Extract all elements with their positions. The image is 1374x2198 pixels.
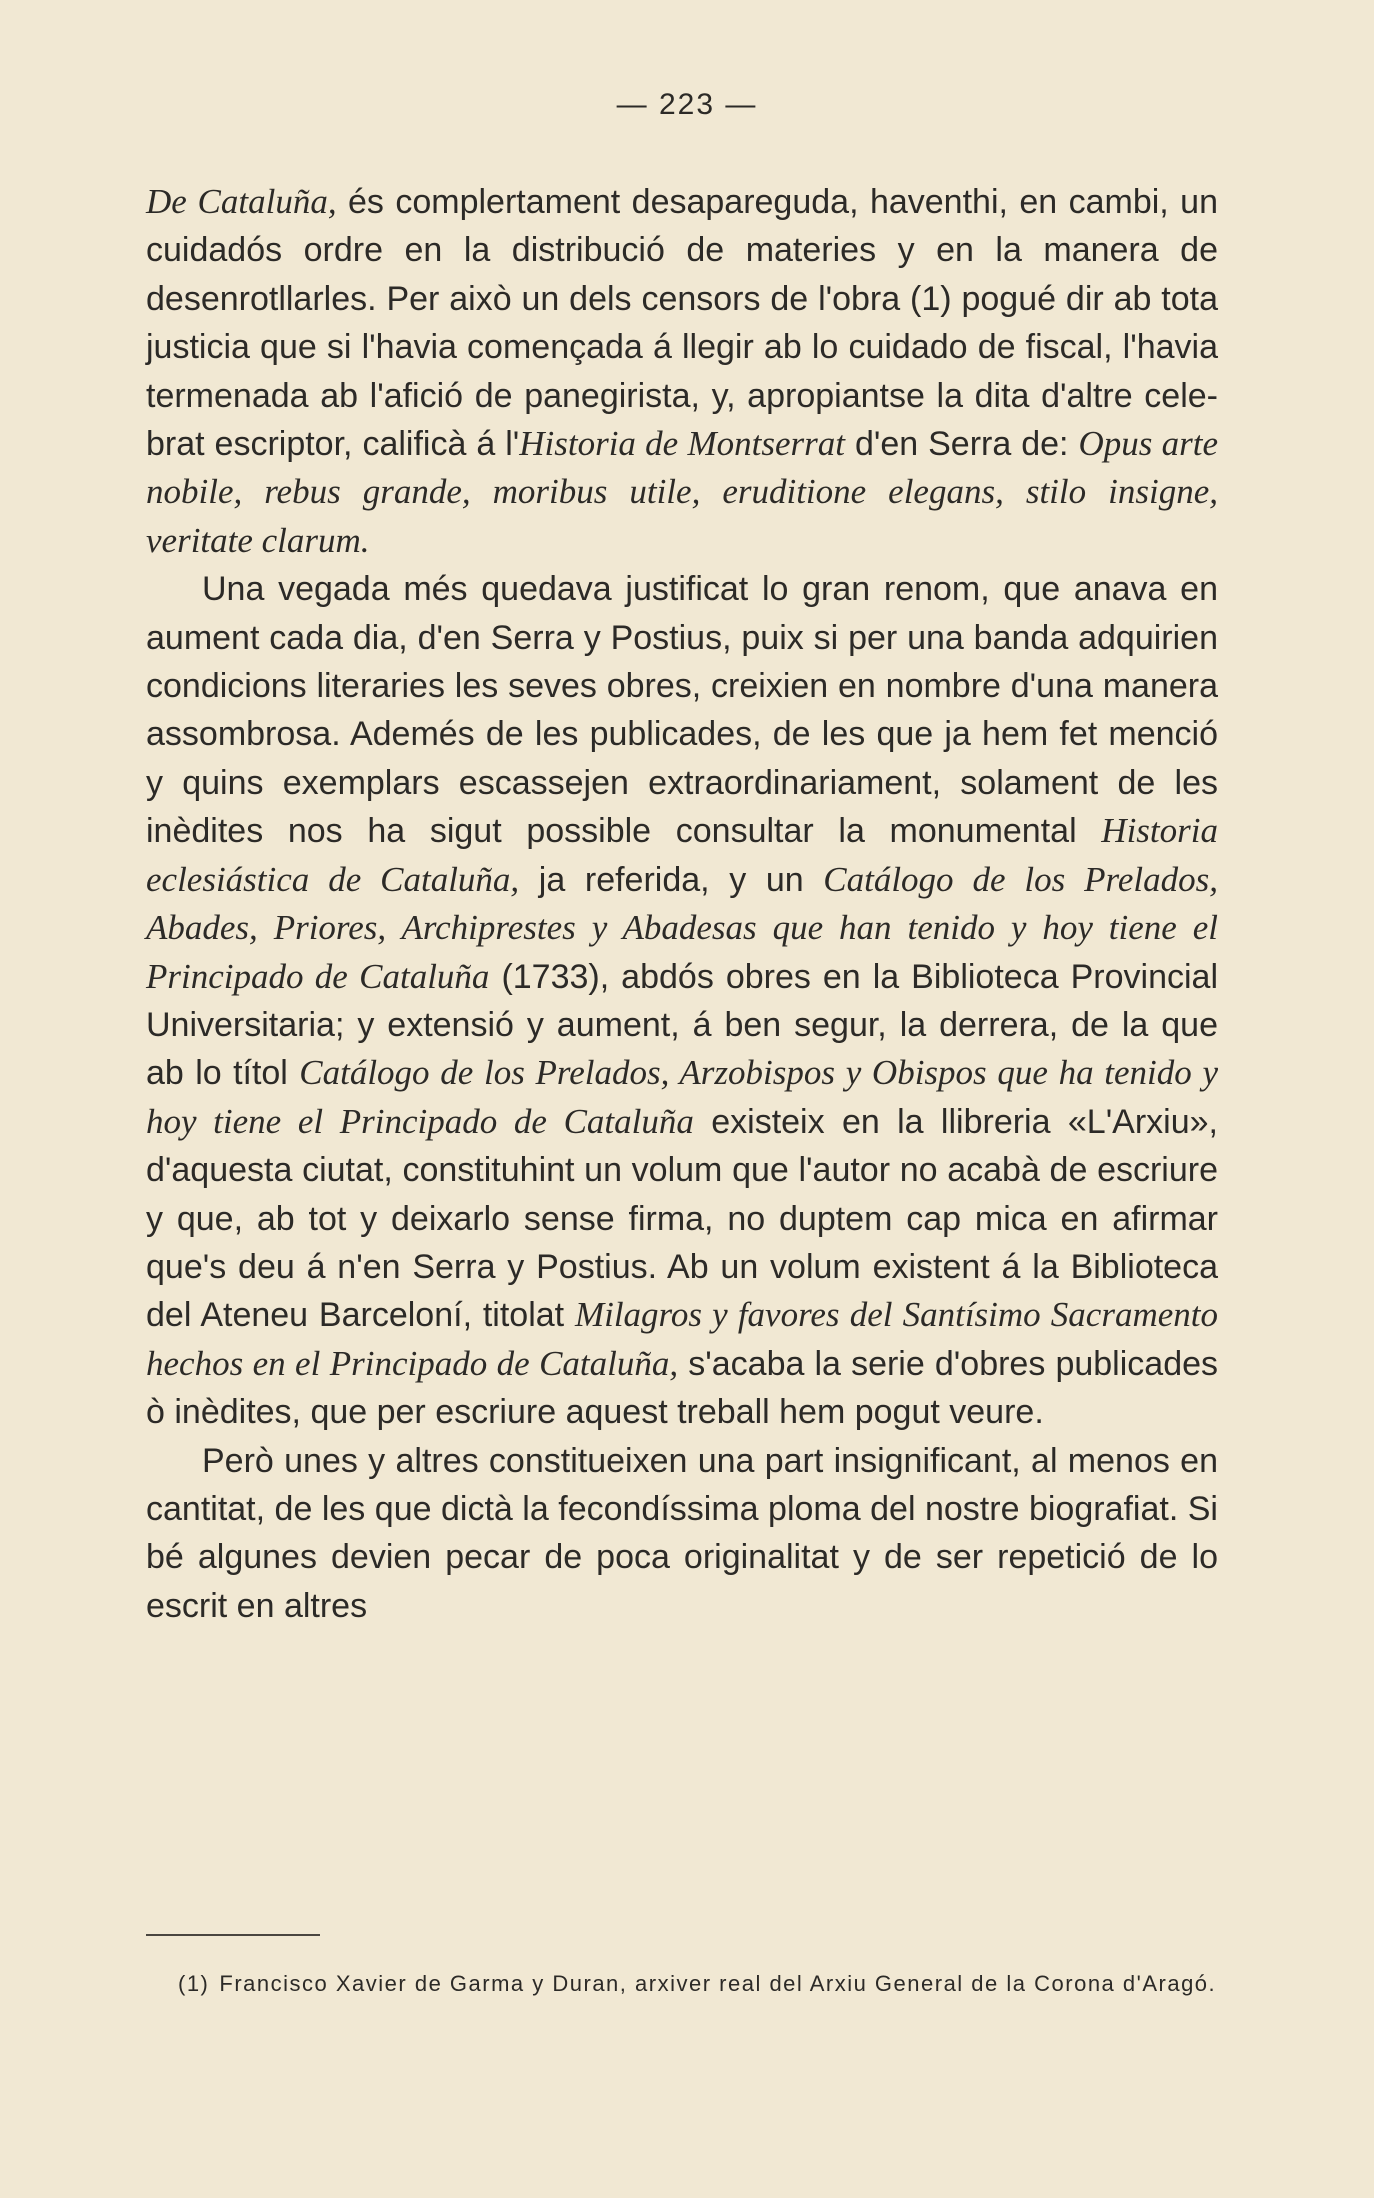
text-span: d'en Serra de: <box>844 425 1079 464</box>
text-span: Opus arte nobile, rebus grande, moribus utile, eruditione elegans, stilo insigne, veritate clarum. <box>146 424 1218 560</box>
text-span: s'acaba la serie d'obres publicades ò inèdites, que per escriure aquest treball hem pogut veure. <box>146 1344 1219 1432</box>
text-span: ja referida, y un <box>519 860 824 899</box>
text-span: és complertament desapareguda, haventhi, en cambi, un cuidadós ordre en la distribució de materies y en la manera de desenrotllarles. Per això un dels censors de l'obra (1) pogué dir ab tota justicia que si l'havia començada á llegir ab lo cuidado de fiscal, l'havia termenada ab l'afició de panegirista, y, apropiantse la dita d'altre celebrat escriptor, calificà á l' <box>146 183 1219 464</box>
text-span: Catálogo de los Prelados, Arzobispos y Obispos que ha tenido y hoy tiene el Principado de Cataluña <box>146 1053 1218 1141</box>
text-span: Historia de Montserrat <box>519 424 845 464</box>
text-span: De Cataluña, <box>146 182 337 221</box>
text-span: existeix en la llibreria «L'Arxiu», d'aquesta ciutat, constituhint un volum que l'autor no acabà de escriure y que, ab tot y deixarlo sense firma, no duptem cap mica en afirmar que's deu á n'en Serra y Postius. Ab un volum existent á la Biblioteca del Ateneu Barceloní, titolat <box>146 1102 1218 1335</box>
text-span: Però unes y altres constitueixen una part insignificant, al menos en cantitat, de les que dictà la fecondíssima ploma del nostre biografiat. Si bé algunes devien pecar de poca originalitat y de ser repetició de lo escrit en altres <box>146 1441 1218 1625</box>
text-span: Historia eclesiástica de Cataluña, <box>146 811 1218 899</box>
body-text <box>146 178 1218 1630</box>
footnote-divider <box>146 1934 320 1936</box>
footnote <box>146 1966 1218 2002</box>
footnote-text: Francisco Xavier de Garma y Duran, arxiver real del Arxiu General de la Corona d'Aragó. <box>219 1971 1217 1996</box>
text-span: Milagros y favores del Santísimo Sacramento hechos en el Principado de Cataluña, <box>146 1295 1218 1383</box>
text-span: Catálogo de los Prelados, Abades, Priores, Archiprestes y Abadesas que han tenido y hoy tiene el Principado de Cataluña <box>146 859 1218 996</box>
paragraph-1 <box>146 178 1218 565</box>
footnote-mark: (1) <box>178 1971 210 1996</box>
text-span: Una vegada més quedava justificat lo gran renom, que anava en aument cada dia, d'en Serra y Postius, puix si per una banda adquirien condicions literaries les seves obres, creixien en nombre d'una manera assombrosa. Ademés de les publicades, de les que ja hem fet menció y quins exemplars escassejen extraordinariament, solament de les inèdites nos ha sigut possible consultar la monumental <box>146 570 1218 851</box>
text-span: (1733), abdós obres en la Biblioteca Provincial Universitaria; y extensió y aument, á ben segur, la derrera, de la que ab lo títol <box>146 957 1218 1093</box>
paragraph-3 <box>146 1437 1218 1631</box>
paragraph-2 <box>146 565 1218 1436</box>
page-number: — 223 — <box>616 88 758 121</box>
